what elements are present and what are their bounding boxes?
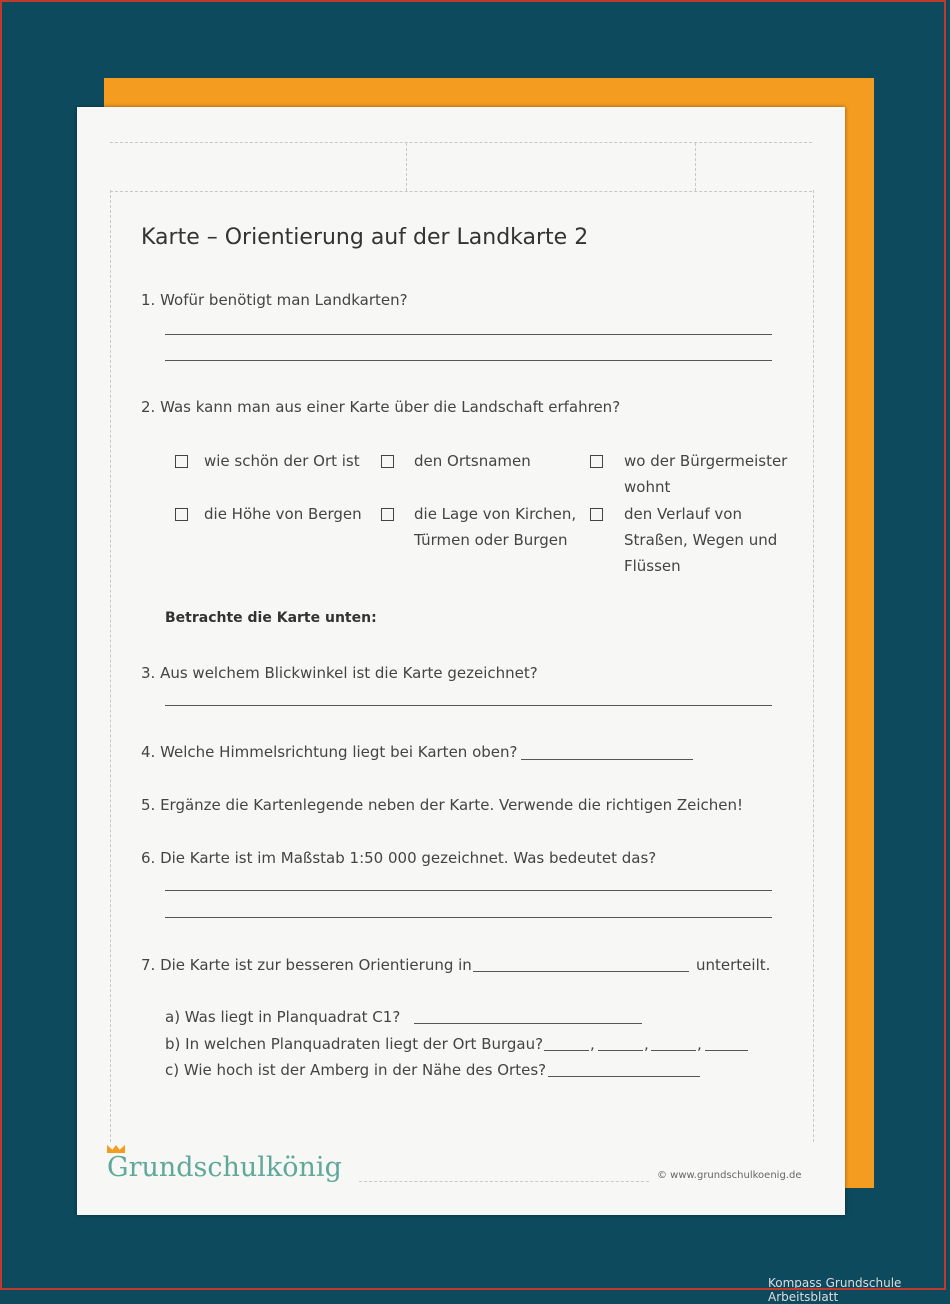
option-label: den Verlauf von Straßen, Wegen und Flüssen <box>624 505 778 575</box>
checkbox[interactable] <box>590 508 603 521</box>
answer-line[interactable] <box>165 360 772 361</box>
logo: Grundschulkönig <box>107 1152 342 1183</box>
question-5: 5. Ergänze die Kartenlegende neben der Karte. Verwende die richtigen Zeichen! <box>141 796 744 814</box>
question-7c: c) Wie hoch ist der Amberg in der Nähe des Ortes? <box>165 1061 547 1079</box>
answer-line[interactable] <box>165 890 772 891</box>
image-caption: Kompass Grundschule Arbeitsblatt <box>768 1276 902 1304</box>
answer-line[interactable] <box>473 971 689 972</box>
page-title: Karte – Orientierung auf der Landkarte 2 <box>141 225 589 250</box>
answer-line[interactable] <box>598 1050 643 1051</box>
answer-line[interactable] <box>521 759 693 760</box>
header-divider <box>695 143 696 191</box>
question-7-end: unterteilt. <box>696 956 771 974</box>
question-7b: b) In welchen Planquadraten liegt der Ort Burgau? <box>165 1035 544 1053</box>
checkbox[interactable] <box>175 508 188 521</box>
checkbox[interactable] <box>175 455 188 468</box>
option-label: den Ortsnamen <box>414 452 531 470</box>
answer-line[interactable] <box>165 917 772 918</box>
separator: , <box>644 1035 649 1053</box>
answer-line[interactable] <box>544 1050 589 1051</box>
question-7: 7. Die Karte ist zur besseren Orientierung in <box>141 956 472 974</box>
question-1: 1. Wofür benötigt man Landkarten? <box>141 291 408 309</box>
question-2: 2. Was kann man aus einer Karte über die Landschaft erfahren? <box>141 398 621 416</box>
answer-line[interactable] <box>165 334 772 335</box>
option-label: die Lage von Kirchen, Türmen oder Burgen <box>414 505 577 549</box>
header-divider <box>406 143 407 191</box>
answer-line[interactable] <box>414 1023 642 1024</box>
answer-line[interactable] <box>548 1076 700 1077</box>
option-label: wo der Bürgermeister wohnt <box>624 452 788 496</box>
answer-line[interactable] <box>651 1050 696 1051</box>
footer-divider <box>359 1181 649 1182</box>
answer-line[interactable] <box>705 1050 748 1051</box>
question-6: 6. Die Karte ist im Maßstab 1:50 000 gezeichnet. Was bedeutet das? <box>141 849 657 867</box>
question-7a: a) Was liegt in Planquadrat C1? <box>165 1008 401 1026</box>
question-3: 3. Aus welchem Blickwinkel ist die Karte gezeichnet? <box>141 664 538 682</box>
option-label: wie schön der Ort ist <box>204 452 360 470</box>
worksheet-page <box>77 107 845 1215</box>
checkbox[interactable] <box>590 455 603 468</box>
separator: , <box>697 1035 702 1053</box>
question-4: 4. Welche Himmelsrichtung liegt bei Karten oben? <box>141 743 518 761</box>
copyright: © www.grundschulkoenig.de <box>657 1170 802 1181</box>
header-box <box>110 142 812 192</box>
option-label: die Höhe von Bergen <box>204 505 362 523</box>
checkbox[interactable] <box>381 508 394 521</box>
instruction: Betrachte die Karte unten: <box>165 610 377 626</box>
separator: , <box>590 1035 595 1053</box>
answer-line[interactable] <box>165 705 772 706</box>
checkbox[interactable] <box>381 455 394 468</box>
